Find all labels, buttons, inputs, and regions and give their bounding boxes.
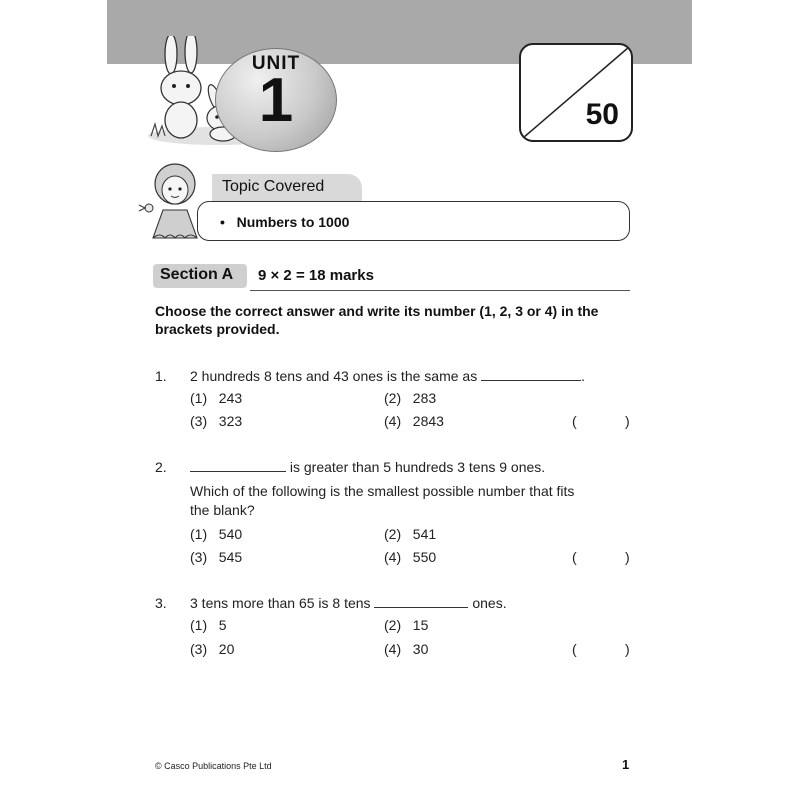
q3-answer-open-bracket: ( bbox=[572, 641, 577, 657]
q2-option-2[interactable]: (2) 541 bbox=[384, 526, 437, 542]
unit-badge bbox=[215, 48, 337, 152]
q3-answer-close-bracket: ) bbox=[625, 641, 630, 657]
topic-item bbox=[220, 214, 349, 230]
q3-blank bbox=[374, 595, 468, 608]
q2-option-4[interactable]: (4) 550 bbox=[384, 549, 437, 565]
total-marks: 50 bbox=[585, 98, 619, 131]
q2-line2: Which of the following is the smallest possible number that fits bbox=[190, 483, 575, 499]
q3-text bbox=[190, 595, 507, 611]
q3-option-1[interactable]: (1) 5 bbox=[190, 617, 227, 633]
q1-option-2[interactable]: (2) 283 bbox=[384, 390, 437, 406]
q1-option-1[interactable]: (1) 243 bbox=[190, 390, 243, 406]
topic-item-text: Numbers to 1000 bbox=[236, 214, 350, 230]
q1-number: 1. bbox=[155, 368, 167, 384]
q3-option-2[interactable]: (2) 15 bbox=[384, 617, 429, 633]
page-number: 1 bbox=[622, 757, 630, 772]
q1-stem-end: . bbox=[581, 368, 585, 384]
q3-stem-end: ones. bbox=[472, 595, 507, 611]
section-label: Section A bbox=[160, 266, 234, 283]
q2-line3: the blank? bbox=[190, 502, 255, 518]
q3-stem: 3 tens more than 65 is 8 tens bbox=[190, 595, 371, 611]
q2-answer-open-bracket: ( bbox=[572, 549, 577, 565]
q1-option-4[interactable]: (4) 2843 bbox=[384, 413, 444, 429]
q2-blank bbox=[190, 459, 286, 472]
q2-number: 2. bbox=[155, 459, 167, 475]
q2-answer-close-bracket: ) bbox=[625, 549, 630, 565]
q1-answer-close-bracket: ) bbox=[625, 413, 630, 429]
q3-option-4[interactable]: (4) 30 bbox=[384, 641, 429, 657]
unit-number: 1 bbox=[258, 66, 294, 135]
q3-option-3[interactable]: (3) 20 bbox=[190, 641, 235, 657]
q1-text bbox=[190, 368, 585, 384]
q2-text bbox=[190, 459, 545, 475]
topic-title: Topic Covered bbox=[222, 178, 325, 195]
instructions: Choose the correct answer and write its number (1, 2, 3 or 4) in the brackets provided. bbox=[155, 303, 599, 337]
section-rule bbox=[250, 290, 630, 291]
q1-stem: 2 hundreds 8 tens and 43 ones is the same as bbox=[190, 368, 478, 384]
q1-answer-open-bracket: ( bbox=[572, 413, 577, 429]
q1-blank bbox=[481, 368, 581, 381]
q1-option-3[interactable]: (3) 323 bbox=[190, 413, 243, 429]
unit-word: UNIT bbox=[251, 53, 301, 74]
q3-number: 3. bbox=[155, 595, 167, 611]
score-box bbox=[519, 43, 633, 142]
q2-stem: is greater than 5 hundreds 3 tens 9 ones. bbox=[289, 459, 546, 475]
q2-option-1[interactable]: (1) 540 bbox=[190, 526, 243, 542]
section-marks: 9 × 2 = 18 marks bbox=[258, 267, 374, 284]
topic-bullet: • bbox=[220, 214, 225, 230]
copyright: © Casco Publications Pte Ltd bbox=[155, 761, 272, 771]
q2-option-3[interactable]: (3) 545 bbox=[190, 549, 243, 565]
